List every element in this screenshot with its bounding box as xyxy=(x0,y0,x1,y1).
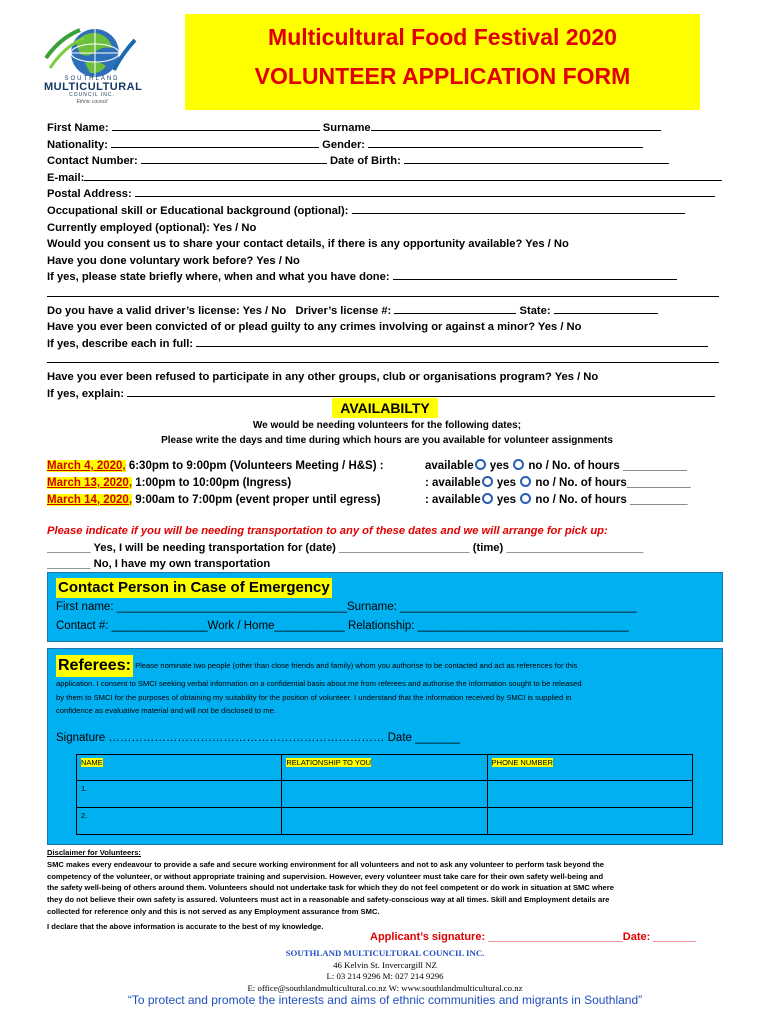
referee-name-cell[interactable]: 2. xyxy=(77,807,282,834)
contact-number-label: Contact Number: xyxy=(47,155,138,168)
col-phone-label: PHONE NUMBER xyxy=(491,757,553,767)
yes-radio[interactable] xyxy=(475,459,486,470)
available-label: : available xyxy=(425,476,481,489)
table-header-row xyxy=(77,754,693,780)
footer-address: 46 Kelvin St. Invercargill NZ xyxy=(333,959,437,970)
describe-label: If yes, describe each in full: xyxy=(47,337,194,350)
row-describe-2 xyxy=(47,352,727,369)
referees-text3: by them to SMCI for the purposes of obtaining my suitability for the position of volunteer. I understand that the information received by SMCI is supplied in xyxy=(56,692,572,702)
applicant-signature-line[interactable]: Applicant’s signature: ______________________Date: _______ xyxy=(370,931,697,943)
first-name-field[interactable] xyxy=(112,120,320,131)
referee-relationship-cell[interactable] xyxy=(282,807,487,834)
col-relationship-label: RELATIONSHIP TO YOU xyxy=(286,757,372,767)
footer-org: SOUTHLAND MULTICULTURAL COUNCIL INC. xyxy=(285,948,485,958)
referee-signature-line[interactable]: Signature ……………………………………………………………… Date _______ xyxy=(56,731,460,744)
footer-motto: “To protect and promote the interests and aims of ethnic communities and migrants in Southland” xyxy=(127,993,643,1007)
footer-contact: E: office@southlandmulticultural.co.nz W: www.southlandmulticultural.co.nz xyxy=(247,982,523,993)
first-name-label: First Name: xyxy=(47,122,109,134)
contact-number-field[interactable] xyxy=(141,153,327,164)
row-nationality xyxy=(47,137,727,154)
col-name-label: NAME xyxy=(81,757,103,767)
availability-line2: Please write the days and time during which hours are you available for volunteer assignments xyxy=(161,435,613,446)
transport-option-no[interactable]: _______ No, I have my own transportation xyxy=(47,558,271,571)
transport-note: Please indicate if you will be needing transportation to any of these dates and we will arrange for pick up: xyxy=(47,525,608,537)
title-banner xyxy=(185,14,700,110)
no-radio[interactable] xyxy=(513,459,524,470)
referee-phone-cell[interactable] xyxy=(487,807,692,834)
availability-options xyxy=(425,475,691,492)
referee-phone-cell[interactable] xyxy=(487,780,692,807)
col-phone xyxy=(487,754,692,780)
footer xyxy=(0,948,770,994)
postal-field[interactable] xyxy=(135,186,715,197)
transport-section xyxy=(47,523,727,573)
col-name xyxy=(77,754,282,780)
logo-line3: COUNCIL INC. xyxy=(69,92,115,98)
employed-question: Currently employed (optional): Yes / No xyxy=(47,221,257,234)
surname-label: Surname xyxy=(322,122,371,134)
surname-field[interactable] xyxy=(371,120,661,131)
festival-title: Multicultural Food Festival 2020 xyxy=(268,24,617,50)
disclaimer xyxy=(47,847,727,933)
row-contact xyxy=(47,153,727,170)
disclaimer-heading: Disclaimer for Volunteers: xyxy=(47,848,141,857)
voluntary-detail-field[interactable] xyxy=(393,269,677,280)
row-name xyxy=(47,120,727,137)
yes-radio[interactable] xyxy=(482,493,493,504)
no-hours-label: no / No. of hours _________ xyxy=(535,493,688,506)
referees-text4: confidence as evaluative material and will not be disclosed to me. xyxy=(56,706,276,715)
row-email xyxy=(47,170,727,187)
license-number-field[interactable] xyxy=(394,303,516,314)
emergency-row-contact[interactable]: Contact #: _______________Work / Home___________ Relationship: _________________________________ xyxy=(56,620,629,632)
referees-panel xyxy=(47,648,723,845)
yes-radio[interactable] xyxy=(482,476,493,487)
row-postal xyxy=(47,186,727,203)
availability-options xyxy=(425,492,688,509)
dob-label: Date of Birth: xyxy=(329,155,401,168)
no-hours-label: no / No. of hours__________ xyxy=(535,476,691,489)
license-question: Do you have a valid driver’s license: Yes / No xyxy=(47,304,287,317)
disclaimer-line: they do not believe their own safety is assured. Volunteers must act in a reasonable and safety-conscious way at all times. Skill and Employment details are xyxy=(47,895,610,905)
occupation-label: Occupational skill or Educational background (optional): xyxy=(47,204,349,217)
logo-wordmark xyxy=(44,76,143,105)
availability-line1: We would be needing volunteers for the following dates; xyxy=(252,420,522,431)
describe-field-2[interactable] xyxy=(47,352,719,363)
referees-text1: Please nominate two people (other than close friends and family) whom you authorise to be contacted and act as references for this xyxy=(135,661,578,670)
yes-label: yes xyxy=(496,476,517,489)
date-row-2 xyxy=(47,475,727,492)
row-occupation xyxy=(47,203,727,220)
row-voluntary-detail xyxy=(47,269,727,286)
occupation-field[interactable] xyxy=(352,203,685,214)
emergency-heading: Contact Person in Case of Emergency xyxy=(58,579,330,596)
referee-relationship-cell[interactable] xyxy=(282,780,487,807)
table-row xyxy=(77,780,693,807)
available-label: available xyxy=(425,460,474,472)
date-detail: 9:00am to 7:00pm (event proper until egress) xyxy=(132,493,381,506)
no-radio[interactable] xyxy=(520,476,531,487)
nationality-label: Nationality: xyxy=(47,138,108,151)
consent-question: Would you consent us to share your contact details, if there is any opportunity available? Yes / No xyxy=(47,238,569,251)
gender-field[interactable] xyxy=(368,137,643,148)
referees-intro xyxy=(56,655,714,677)
referee-name-cell[interactable]: 1. xyxy=(77,780,282,807)
state-field[interactable] xyxy=(554,303,658,314)
applicant-details xyxy=(47,120,727,402)
logo-line1: SOUTHLAND xyxy=(64,76,120,82)
no-radio[interactable] xyxy=(520,493,531,504)
voluntary-detail-label: If yes, please state briefly where, when and what you have done: xyxy=(47,271,390,284)
row-describe xyxy=(47,336,727,353)
emergency-contact-panel xyxy=(47,572,723,642)
describe-field[interactable] xyxy=(196,336,708,347)
logo-line4: Ethnic council xyxy=(76,99,108,105)
state-label: State: xyxy=(519,304,551,317)
referees-heading: Referees: xyxy=(56,655,133,677)
yes-label: yes xyxy=(496,493,517,506)
referees-text2: application. I consent to SMCI seeking verbal information on a confidential basis about me from referees and authorise the information sought to be released xyxy=(56,679,582,688)
license-number-label: Driver’s license #: xyxy=(295,304,392,317)
disclaimer-line: competency of the volunteer, or without appropriate training and supervision. However, every volunteer must take care for their own safety well-being and xyxy=(47,871,604,881)
date-row-3 xyxy=(47,492,727,509)
date-label: March 14, 2020, xyxy=(47,493,133,506)
row-voluntary-detail-2 xyxy=(47,286,727,303)
convicted-question: Have you ever been convicted of or plead guilty to any crimes involving or against a minor? Yes / No xyxy=(47,321,582,334)
disclaimer-line: the safety well-being of others around them. Volunteers should not undertake task for which they do not feel competent or do work in situation at SMC where xyxy=(47,883,614,893)
email-field[interactable] xyxy=(84,170,722,181)
voluntary-question: Have you done voluntary work before? Yes / No xyxy=(47,254,300,267)
refused-question: Have you ever been refused to participate in any other groups, club or organisations program? Yes / No xyxy=(47,370,599,383)
availability-intro xyxy=(47,418,727,448)
yes-label: yes xyxy=(489,460,509,472)
disclaimer-line: collected for reference only and this is not served as any Employment assurance from SMC. xyxy=(47,906,380,916)
postal-label: Postal Address: xyxy=(47,188,132,201)
logo-line2: MULTICULTURAL xyxy=(44,81,143,93)
referees-table xyxy=(76,754,693,835)
email-label: E-mail: xyxy=(47,171,85,184)
date-detail: 6:30pm to 9:00pm (Volunteers Meeting / H&S) : xyxy=(125,460,384,472)
date-row-1 xyxy=(47,458,727,475)
table-row xyxy=(77,807,693,834)
row-license xyxy=(47,303,727,320)
availability-options xyxy=(425,458,687,475)
form-title: VOLUNTEER APPLICATION FORM xyxy=(254,63,631,89)
date-label: March 4, 2020, xyxy=(47,460,126,472)
available-label: : available xyxy=(425,493,481,506)
transport-option-yes[interactable]: _______ Yes, I will be needing transportation for (date) _____________________ (time) ______________________ xyxy=(47,541,644,554)
emergency-row-names[interactable]: First name: ____________________________________Surname: _____________________________________ xyxy=(56,601,637,613)
col-relationship xyxy=(282,754,487,780)
gender-label: Gender: xyxy=(322,138,366,151)
nationality-field[interactable] xyxy=(111,137,319,148)
footer-phones: L: 03 214 9296 M: 027 214 9296 xyxy=(326,971,444,981)
explain-field[interactable] xyxy=(127,386,715,397)
explain-label: If yes, explain: xyxy=(47,387,125,400)
disclaimer-line: SMC makes every endeavour to provide a safe and secure working environment for all volunteers and not to ask any volunteer to perform task beyond the xyxy=(47,859,605,869)
declaration: I declare that the above information is accurate to the best of my knowledge. xyxy=(47,921,324,931)
availability-dates xyxy=(47,458,727,508)
dob-field[interactable] xyxy=(404,153,669,164)
voluntary-detail-field-2[interactable] xyxy=(47,286,719,297)
date-label: March 13, 2020, xyxy=(47,476,133,489)
date-detail: 1:00pm to 10:00pm (Ingress) xyxy=(132,476,292,489)
availability-heading: AVAILABILTY xyxy=(332,398,438,418)
no-hours-label: no / No. of hours __________ xyxy=(528,460,687,472)
